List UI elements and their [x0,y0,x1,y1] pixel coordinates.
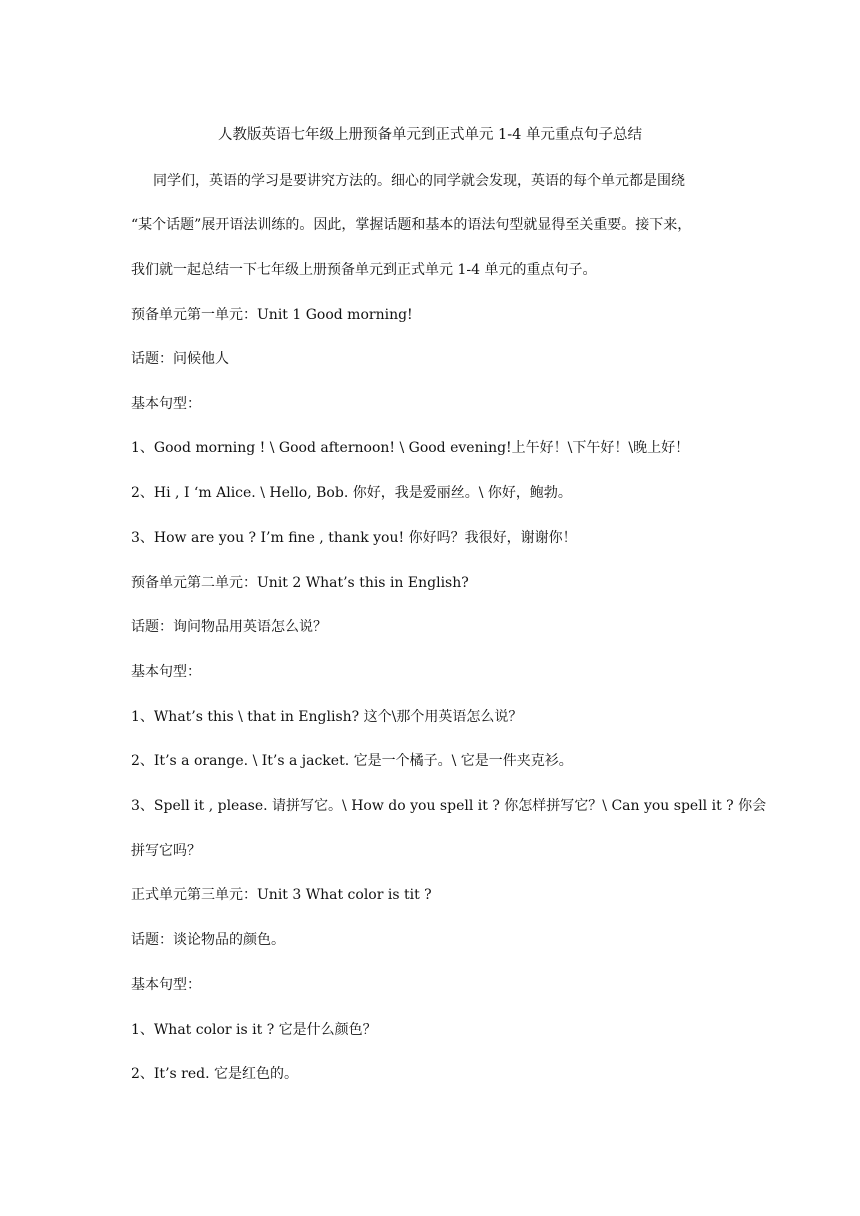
unit1-heading: 预备单元第一单元：Unit 1 Good morning! [131,307,413,323]
unit3-sentence-2: 2、It’s red. 它是红色的。 [131,1066,298,1082]
intro-line-2: “某个话题”展开语法训练的。因此，掌握话题和基本的语法句型就显得至关重要。接下来， [131,217,692,233]
unit1-sentence-2: 2、Hi , I ‘m Alice. \ Hello, Bob. 你好，我是爱丽丝。\ 你好，鲍勃。 [131,485,572,501]
unit2-patterns-label: 基本句型： [131,664,201,680]
unit2-sentence-3: 3、Spell it , please. 请拼写它。\ How do you spell it ? 你怎样拼写它？\ Can you spell it ? 你会 [131,798,767,814]
unit2-sentence-3-continued: 拼写它吗？ [131,843,201,859]
unit2-heading: 预备单元第二单元：Unit 2 What’s this in English? [131,575,469,591]
unit3-sentence-1: 1、What color is it ? 它是什么颜色？ [131,1022,377,1038]
intro-line-1: 同学们，英语的学习是要讲究方法的。细心的同学就会发现，英语的每个单元都是围绕 [153,173,685,189]
document-title: 人教版英语七年级上册预备单元到正式单元 1-4 单元重点句子总结 [217,127,643,143]
unit1-patterns-label: 基本句型： [131,396,201,412]
unit2-topic: 话题：询问物品用英语怎么说？ [131,619,327,635]
unit2-sentence-1: 1、What’s this \ that in English? 这个\那个用英语怎么说？ [131,709,523,725]
intro-line-3: 我们就一起总结一下七年级上册预备单元到正式单元 1-4 单元的重点句子。 [131,262,597,278]
unit1-sentence-1: 1、Good morning ! \ Good afternoon! \ Good evening!上午好！\下午好！\晚上好！ [131,440,690,456]
unit2-sentence-2: 2、It’s a orange. \ It’s a jacket. 它是一个橘子。\ 它是一件夹克衫。 [131,753,573,769]
unit3-heading: 正式单元第三单元：Unit 3 What color is tit ? [131,887,432,903]
unit1-topic: 话题：问候他人 [131,351,229,367]
unit3-topic: 话题：谈论物品的颜色。 [131,932,285,948]
unit3-patterns-label: 基本句型： [131,977,201,993]
unit1-sentence-3: 3、How are you ? I’m fine , thank you! 你好吗？我很好，谢谢你！ [131,530,577,546]
